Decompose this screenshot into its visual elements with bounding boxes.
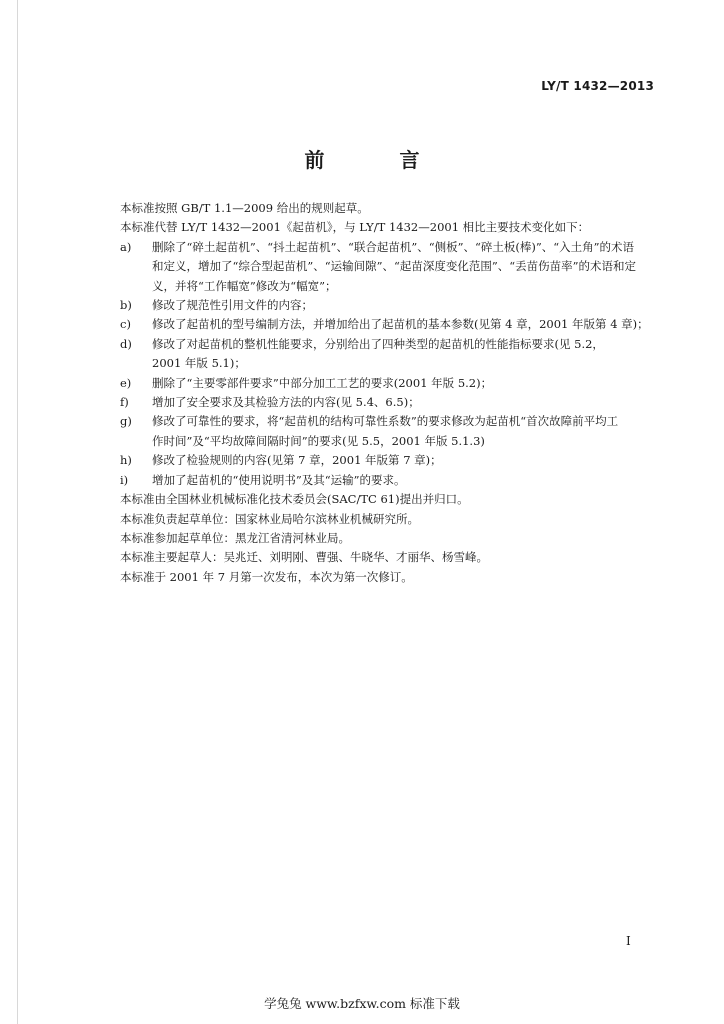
item-text-line: 修改了可靠性的要求，将“起苗机的结构可靠性系数”的要求修改为起苗机“首次故障前平均工 <box>152 414 619 429</box>
item-marker: c) <box>120 317 131 332</box>
item-marker: i) <box>120 472 129 487</box>
item-marker: b) <box>120 298 132 313</box>
intro-paragraph: 本标准代替 LY/T 1432—2001《起苗机》，与 LY/T 1432—2001 相比主要技术变化如下： <box>120 220 590 235</box>
item-marker: a) <box>120 239 132 254</box>
item-text-line: 修改了检验规则的内容(见第 7 章，2001 年版第 7 章)； <box>152 453 442 468</box>
closing-paragraph: 本标准由全国林业机械标准化技术委员会(SAC/TC 61)提出并归口。 <box>120 492 469 507</box>
item-text-line: 修改了起苗机的型号编制方法，并增加给出了起苗机的基本参数(见第 4 章，2001 年版第 4 章)； <box>152 317 649 332</box>
item-text-line: 义，并将“工作幅宽”修改为“幅宽”； <box>152 278 337 293</box>
item-marker: f) <box>120 395 129 410</box>
intro-paragraph: 本标准按照 GB/T 1.1—2009 给出的规则起草。 <box>120 201 369 215</box>
closing-paragraph: 本标准于 2001 年 7 月第一次发布，本次为第一次修订。 <box>120 569 413 584</box>
change-item-g <box>120 412 660 451</box>
item-text-line: 增加了起苗机的“使用说明书”及其“运输”的要求。 <box>152 472 406 487</box>
item-text-line: 2001 年版 5.1)； <box>152 356 246 371</box>
change-item-c <box>120 315 660 334</box>
item-text-line: 删除了“碎土起苗机”、“抖土起苗机”、“联合起苗机”、“侧板”、“碎土板(棒)”、“入土角”的术语 <box>152 239 635 254</box>
change-item-h <box>120 451 660 470</box>
footer-watermark: 学兔兔 www.bzfxw.com 标准下载 <box>264 996 460 1011</box>
item-text-line: 作时间”及“平均故障间隔时间”的要求(见 5.5，2001 年版 5.1.3) <box>152 433 485 448</box>
closing-paragraph: 本标准主要起草人：吴兆迁、刘明刚、曹强、牛晓华、才丽华、杨雪峰。 <box>120 550 488 565</box>
item-text-line: 增加了安全要求及其检验方法的内容(见 5.4、6.5)； <box>152 395 420 410</box>
foreword-body <box>120 199 660 587</box>
change-item-i <box>120 471 660 490</box>
page-number: I <box>626 934 631 948</box>
item-marker: e) <box>120 375 132 390</box>
item-text-line: 和定义，增加了“综合型起苗机”、“运输间隙”、“起苗深度变化范围”、“丢苗伤苗率”的术语和定 <box>152 259 637 274</box>
change-item-d <box>120 335 660 374</box>
item-marker: h) <box>120 453 132 468</box>
item-text-line: 修改了对起苗机的整机性能要求，分别给出了四种类型的起苗机的性能指标要求(见 5.2， <box>152 336 604 351</box>
page-title: 前 言 <box>304 148 454 172</box>
change-item-e <box>120 374 660 393</box>
closing-paragraph: 本标准负责起草单位：国家林业局哈尔滨林业机械研究所。 <box>120 511 419 526</box>
change-item-b <box>120 296 660 315</box>
closing-paragraph: 本标准参加起草单位：黑龙江省清河林业局。 <box>120 530 350 545</box>
item-marker: g) <box>120 414 132 429</box>
item-text-line: 修改了规范性引用文件的内容； <box>152 298 313 313</box>
document-code: LY/T 1432—2013 <box>541 79 654 93</box>
item-marker: d) <box>120 336 132 351</box>
change-item-a <box>120 238 660 296</box>
change-item-f <box>120 393 660 412</box>
item-text-line: 删除了“主要零部件要求”中部分加工工艺的要求(2001 年版 5.2)； <box>152 375 493 390</box>
